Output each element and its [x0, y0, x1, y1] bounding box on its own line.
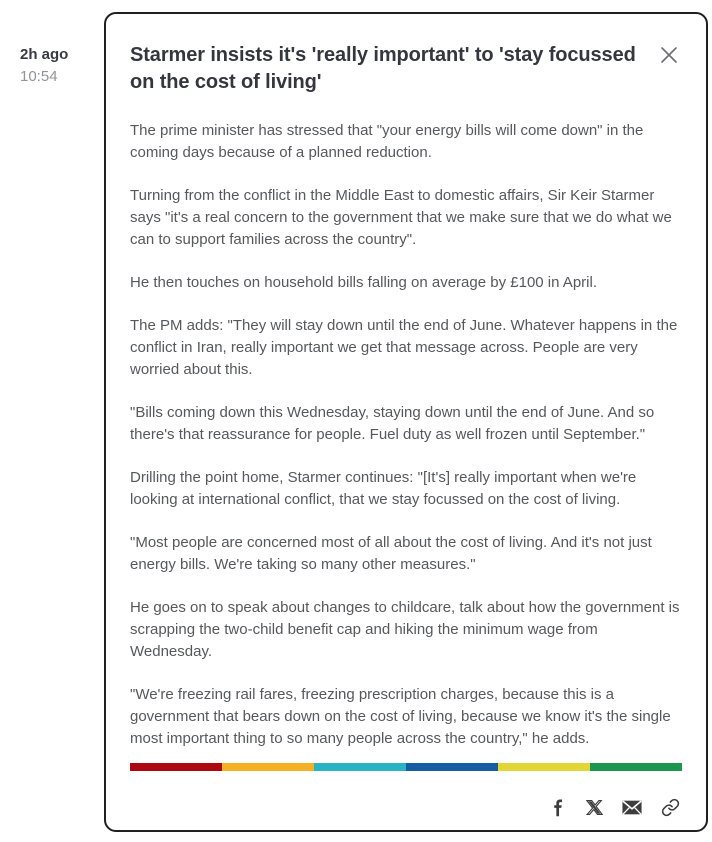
- article-paragraph: The PM adds: "They will stay down until the end of June. Whatever happens in the conflict in Iran, really important we get that message across. People are very worried about this.: [130, 317, 678, 378]
- article-paragraph: "Most people are concerned most of all about the cost of living. And it's not just energy bills. We're taking so many other measures.": [130, 534, 652, 573]
- article-body: [130, 120, 682, 750]
- share-row: [130, 796, 682, 819]
- brand-bar: [130, 763, 682, 771]
- brand-bar-segment: [498, 763, 590, 771]
- article-paragraph: The prime minister has stressed that "your energy bills will come down" in the coming days because of a planned reduction.: [130, 122, 644, 161]
- share-copy-link-button[interactable]: [659, 796, 682, 819]
- article-paragraph: He then touches on household bills falling on average by £100 in April.: [130, 274, 597, 291]
- brand-bar-segment: [406, 763, 498, 771]
- brand-bar-segment: [590, 763, 682, 771]
- link-icon: [661, 798, 680, 817]
- article-paragraph: Turning from the conflict in the Middle East to domestic affairs, Sir Keir Starmer says "it's a real concern to the government that we make sure that we do what we can to support families across the country".: [130, 187, 672, 248]
- timestamp-relative: 2h ago: [20, 46, 69, 63]
- timestamp-clock: 10:54: [20, 68, 58, 85]
- article-paragraph: Drilling the point home, Starmer continues: "[It's] really important when we're looking at international conflict, that we stay focussed on the cost of living.: [130, 469, 637, 508]
- post-title: Starmer insists it's 'really important' to 'stay focussed on the cost of living': [130, 44, 636, 93]
- close-icon: [660, 52, 678, 67]
- liveblog-post-card: [104, 12, 708, 832]
- brand-bar-segment: [314, 763, 406, 771]
- facebook-icon: [549, 799, 567, 817]
- article-paragraph: He goes on to speak about changes to childcare, talk about how the government is scrapping the two-child benefit cap and hiking the minimum wage from Wednesday.: [130, 599, 680, 660]
- article-paragraph: "Bills coming down this Wednesday, staying down until the end of June. And so there's that reassurance for people. Fuel duty as well frozen until September.": [130, 404, 655, 443]
- brand-bar-segment: [222, 763, 314, 771]
- share-facebook-button[interactable]: [547, 797, 569, 819]
- close-button[interactable]: [658, 44, 680, 66]
- share-x-twitter-button[interactable]: [584, 797, 605, 818]
- post-timestamp: [20, 46, 68, 85]
- x-twitter-icon: [586, 799, 603, 816]
- share-email-button[interactable]: [620, 798, 644, 817]
- article-paragraph: "We're freezing rail fares, freezing prescription charges, because this is a government that bears down on the cost of living, because we know it's the single most important thing to so many people across the country," he adds.: [130, 686, 671, 747]
- email-icon: [622, 800, 642, 815]
- card-header: [130, 42, 682, 96]
- brand-bar-segment: [130, 763, 222, 771]
